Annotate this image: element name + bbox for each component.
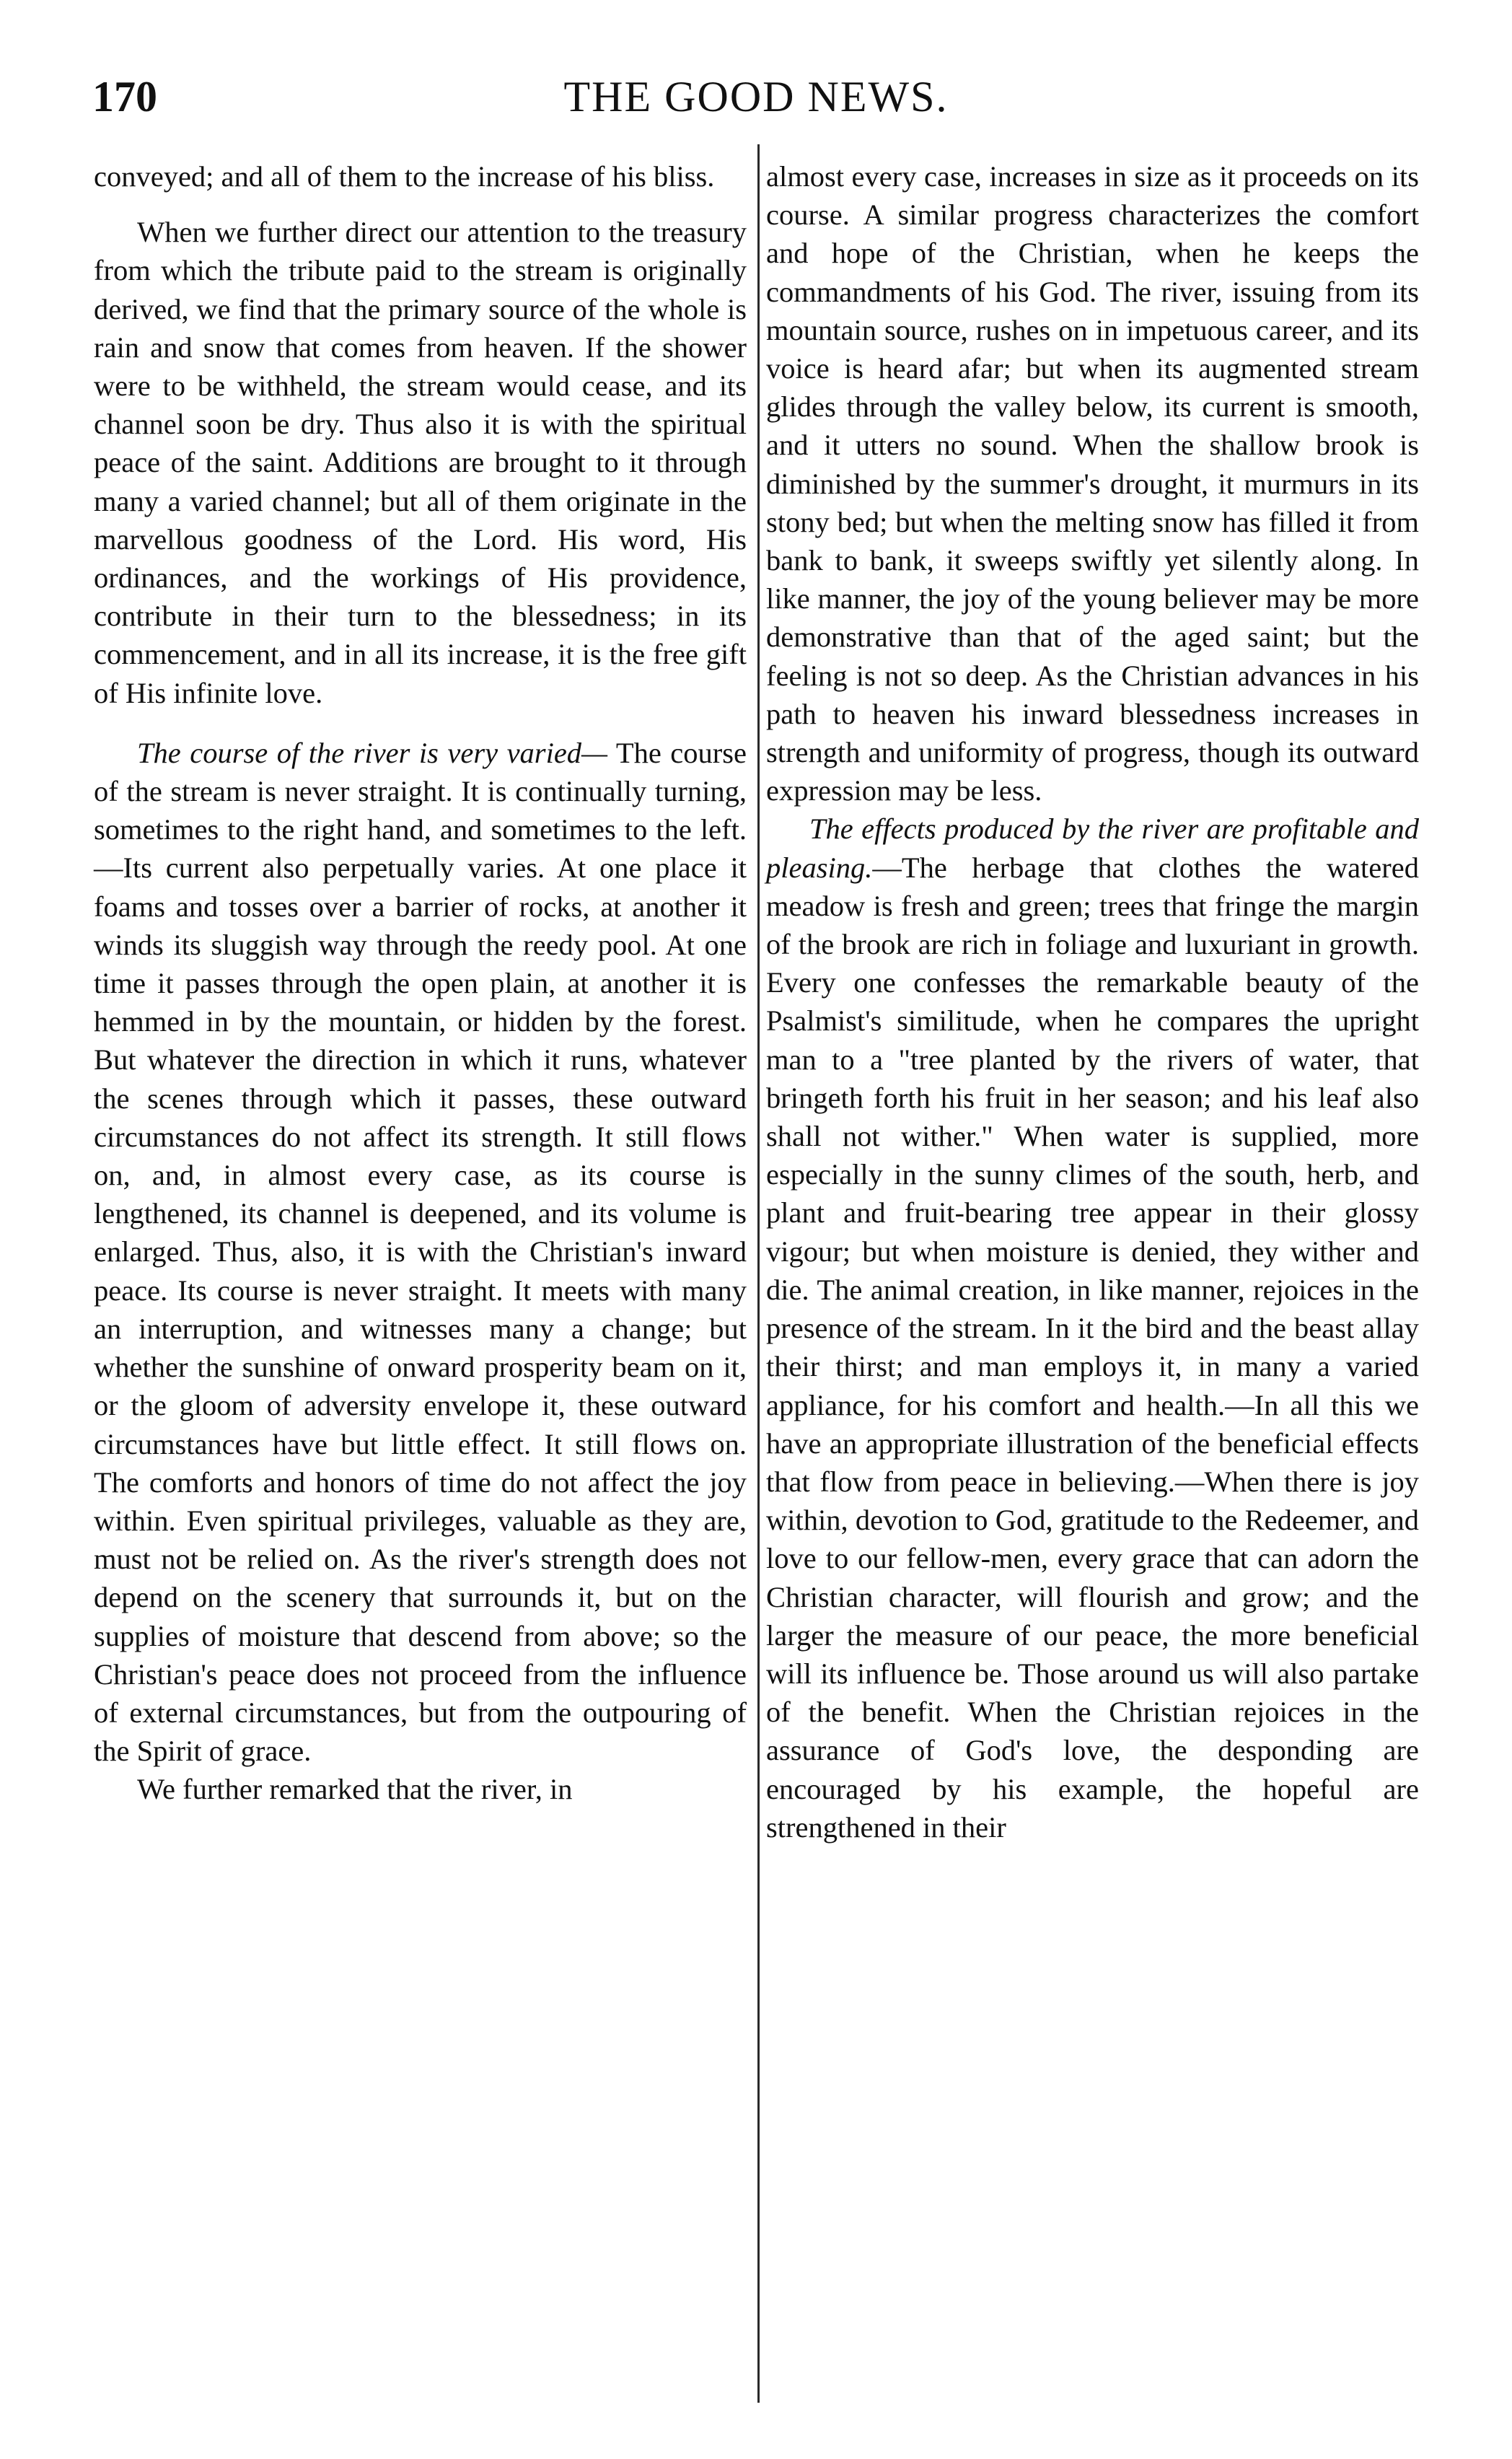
paragraph: [766, 810, 1419, 1846]
section-lead: The course of the river is very varied—: [137, 736, 608, 769]
paragraph-body: —The herbage that clothes the watered meadow is fresh and green; trees that fringe the margin of the brook are rich in foliage and luxuriant in growth. Every one confesses the remarkable beauty of the Psalmist's similitude, when he compares the upright man to a "tree planted by the rivers of water, that bringeth forth his fruit in her season; and his leaf also shall not wither." When water is supplied, more especially in the sunny climes of the south, herb, and plant and fruit-bearing tree appear in their glossy vigour; but when moisture is denied, they wither and die. The animal creation, in like manner, rejoices in the presence of the stream. In it the bird and the beast allay their thirst; and man employs it, in many a varied appliance, for his comfort and health.—In all this we have an appropriate illustration of the beneficial effects that flow from peace in believing.—When there is joy within, devotion to God, gratitude to the Redeemer, and love to our fellow-men, every grace that can adorn the Christian character, will flourish and grow; and the larger the measure of our peace, the more beneficial will its influence be. Those around us will also partake of the benefit. When the Christian rejoices in the assurance of God's love, the desponding are encouraged by his example, the hopeful are strengthened in their: [766, 851, 1419, 1844]
paragraph: We further remarked that the river, in: [137, 1773, 573, 1806]
paragraph-body: The course of the stream is never straight. It is continually turning, sometimes to the right hand, and sometimes to the left.—Its current also perpetually varies. At one place it foams and tosses over a barrier of rocks, at another it winds its sluggish way through the reedy pool. At one time it passes through the open plain, at another it is hemmed in by the mountain, or hidden by the forest. But whatever the direction in which it runs, whatever the scenes through which it passes, these outward circumstances do not affect its strength. It still flows on, and, in almost every case, as its course is lengthened, its channel is deepened, and its volume is enlarged. Thus, also, it is with the Christian's inward peace. Its course is never straight. It meets with many an interruption, and witnesses many a change; but whether the sunshine of onward prosperity beam on it, or the gloom of adversity envelope it, these outward circumstances have but little effect. It still flows on. The comforts and honors of time do not affect the joy within. Even spiritual privileges, valuable as they are, must not be relied on. As the river's strength does not depend on the scenery that surrounds it, but on the supplies of moisture that descend from above; so the Christian's peace does not proceed from the influence of external circumstances, but from the outpouring of the Spirit of grace.: [94, 736, 747, 1768]
column-divider: [757, 144, 760, 2403]
paragraph: almost every case, increases in size as it proceeds on its course. A similar progress characterizes the comfort and hope of the Christian, when he keeps the commandments of his God. The river, issuing from its mountain source, rushes on in impetuous career, and its voice is heard afar; but when its augmented stream glides through the valley below, its current is smooth, and it utters no sound. When the shallow brook is diminished by the summer's drought, it murmurs in its stony bed; but when the melting snow has filled it from bank to bank, it sweeps swiftly yet silently along. In like manner, the joy of the young believer may be more demonstrative than that of the aged saint; but the feeling is not so deep. As the Christian advances in his path to heaven his inward blessedness increases in strength and uniformity of progress, though its outward expression may be less.: [766, 160, 1419, 807]
page-header: [92, 72, 1420, 137]
section-lead: The effects produced by the river are profitable and pleasing.: [766, 812, 1419, 884]
paragraph: When we further direct our attention to the treasury from which the tribute paid to the stream is originally derived, we find that the primary source of the whole is rain and snow that comes from heaven. If the shower were to be withheld, the stream would cease, and its channel soon be dry. Thus also it is with the spiritual peace of the saint. Additions are brought to it through many a varied channel; but all of them originate in the marvellous goodness of the Lord. His word, His ordinances, and the workings of His providence, contribute in their turn to the blessedness; in its commencement, and in all its increase, it is the free gift of His infinite love.: [94, 216, 747, 709]
left-column: [94, 157, 747, 1809]
right-column: [766, 157, 1419, 1846]
paragraph: [94, 734, 747, 1770]
page-number: 170: [92, 73, 157, 120]
paragraph: conveyed; and all of them to the increase of his bliss.: [94, 160, 715, 193]
running-title: THE GOOD NEWS.: [563, 73, 949, 120]
